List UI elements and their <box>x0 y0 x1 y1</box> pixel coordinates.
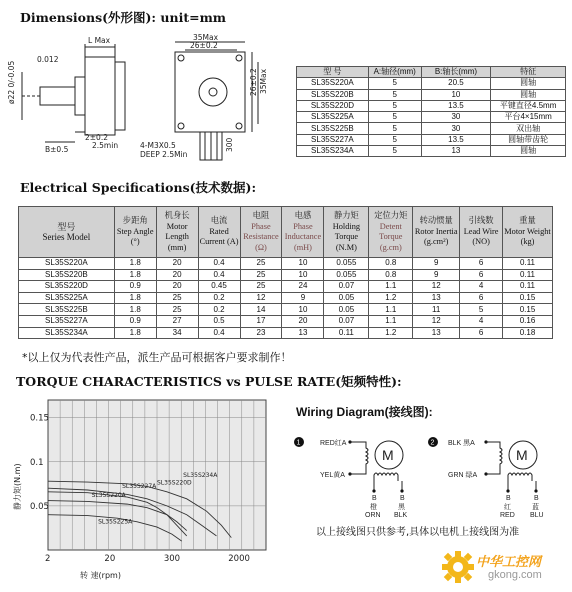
electrical-table-row <box>19 304 553 316</box>
motor-label-2: M <box>516 447 528 463</box>
label-flatness: 0.012 <box>37 55 59 64</box>
electrical-cell: 0.055 <box>324 258 369 270</box>
model-table-cell: 30 <box>421 123 491 134</box>
model-table-cell: 5 <box>368 146 421 157</box>
electrical-cell: 17 <box>240 315 282 327</box>
electrical-cell: 12 <box>240 292 282 304</box>
series-label: SL35S234A <box>183 472 218 480</box>
label-shaft-dia: ø22 0/-0.05 <box>7 60 16 104</box>
electrical-cell: SL35S220B <box>19 269 115 281</box>
x-axis-label: 转 速(rpm) <box>80 571 121 580</box>
electrical-cell: 0.4 <box>198 258 240 270</box>
electrical-cell: 9 <box>282 292 324 304</box>
electrical-cell: 0.4 <box>198 327 240 339</box>
electrical-table <box>18 206 553 339</box>
electrical-cell: 6 <box>460 258 503 270</box>
label-35max-side: 35Max <box>259 68 268 94</box>
label-screw: 4-M3X0.5 <box>140 141 176 150</box>
electrical-title: Electrical Specifications(技术数据): <box>20 180 257 195</box>
model-table-header-cell: B:轴长(mm) <box>421 67 491 78</box>
header-cn: 静力矩 <box>333 211 359 220</box>
electrical-cell: 13 <box>282 327 324 339</box>
electrical-cell: SL35S225B <box>19 304 115 316</box>
electrical-header-cell <box>198 207 240 258</box>
electrical-header-cell <box>19 207 115 258</box>
electrical-cell: 34 <box>156 327 198 339</box>
electrical-cell: 0.11 <box>503 258 553 270</box>
electrical-cell: 6 <box>460 327 503 339</box>
model-table-cell: 圆轴 <box>491 89 566 100</box>
wire-b2-label-2: B <box>534 495 539 502</box>
electrical-cell: 9 <box>413 269 460 281</box>
torque-title: TORQUE CHARACTERISTICS vs PULSE RATE(矩频特性): <box>16 374 402 389</box>
gear-icon <box>440 549 476 585</box>
wiring-title: Wiring Diagram(接线图): <box>296 405 433 419</box>
wire-b2-label-1: B <box>400 495 405 502</box>
electrical-cell: SL35S234A <box>19 327 115 339</box>
x-tick-label: 2 <box>45 554 51 564</box>
electrical-cell: SL35S225A <box>19 292 115 304</box>
wire-yel-a: YEL黄A <box>320 472 345 479</box>
electrical-table-row <box>19 292 553 304</box>
electrical-cell: 0.05 <box>324 304 369 316</box>
electrical-cell: SL35S227A <box>19 315 115 327</box>
watermark-cn: 中华工控网 <box>476 554 542 569</box>
model-table-row <box>297 123 566 134</box>
header-en: Lead Wire (NO) <box>463 226 499 247</box>
electrical-table-row <box>19 269 553 281</box>
electrical-cell: 10 <box>282 258 324 270</box>
model-table-cell: 双出轴 <box>491 123 566 134</box>
torque-chart <box>8 392 278 584</box>
electrical-cell: 0.18 <box>503 327 553 339</box>
electrical-cell: 0.15 <box>503 304 553 316</box>
model-table-cell: 13.5 <box>421 100 491 111</box>
wire-orn-cn: 橙 <box>370 504 377 511</box>
header-en: Rated Current (A) <box>199 226 239 247</box>
wire-blu: BLU <box>530 512 544 519</box>
model-table-cell: SL35S227A <box>297 134 369 145</box>
electrical-cell: 1.8 <box>114 258 156 270</box>
electrical-cell: 11 <box>413 304 460 316</box>
electrical-cell: 1.1 <box>369 304 413 316</box>
model-table-row <box>297 134 566 145</box>
header-cn: 转动惯量 <box>419 216 453 226</box>
electrical-cell: 0.07 <box>324 315 369 327</box>
wire-grn-a: GRN 绿A <box>448 472 478 479</box>
electrical-header-cell <box>413 207 460 258</box>
dimension-drawing <box>0 32 290 167</box>
electrical-header-cell <box>114 207 156 258</box>
header-cn: 重量 <box>519 216 536 226</box>
electrical-cell: 1.1 <box>369 281 413 293</box>
electrical-cell: 6 <box>460 292 503 304</box>
electrical-cell: 0.055 <box>324 269 369 281</box>
header-cn: 定位力矩 <box>374 211 408 220</box>
model-table-row <box>297 112 566 123</box>
electrical-cell: 0.45 <box>198 281 240 293</box>
model-table-cell: 5 <box>368 100 421 111</box>
electrical-cell: 10 <box>282 269 324 281</box>
electrical-cell: 25 <box>156 292 198 304</box>
model-table-header <box>297 67 566 78</box>
electrical-cell: 0.05 <box>324 292 369 304</box>
header-en: Holding Torque (N.M) <box>332 221 360 252</box>
x-tick-label: 20 <box>104 554 116 564</box>
electrical-cell: 0.9 <box>114 281 156 293</box>
electrical-cell: 1.2 <box>369 327 413 339</box>
diagram-2-number: 2 <box>430 439 435 447</box>
electrical-cell: 0.16 <box>503 315 553 327</box>
header-cn: 型号 <box>57 221 76 232</box>
watermark-en: gkong.com <box>488 569 542 581</box>
electrical-cell: 0.4 <box>198 269 240 281</box>
electrical-cell: 25 <box>240 269 282 281</box>
electrical-header-cell <box>324 207 369 258</box>
label-deep: DEEP 2.5Min <box>140 150 188 159</box>
model-table <box>296 66 566 157</box>
model-table-cell: 平键直径4.5mm <box>491 100 566 111</box>
model-table-cell: SL35S225B <box>297 123 369 134</box>
electrical-cell: 4 <box>460 315 503 327</box>
electrical-table-row <box>19 327 553 339</box>
model-table-cell: 5 <box>368 78 421 89</box>
header-en: Step Angle (°) <box>116 226 154 247</box>
wire-blk-cn: 黑 <box>398 504 405 511</box>
model-table-row <box>297 89 566 100</box>
model-table-cell: 圆轴 <box>491 146 566 157</box>
electrical-header-cell <box>369 207 413 258</box>
electrical-header-cell <box>240 207 282 258</box>
electrical-cell: 20 <box>156 258 198 270</box>
model-table-header-cell: 特征 <box>491 67 566 78</box>
wire-red: RED <box>500 512 515 519</box>
model-table-header-cell: A:轴径(mm) <box>368 67 421 78</box>
electrical-cell: 13 <box>413 327 460 339</box>
wire-b-label-2: B <box>506 495 511 502</box>
model-table-cell: 5 <box>368 89 421 100</box>
header-en: Phase Resistance (Ω) <box>243 221 279 252</box>
model-table-cell: 圆轴带齿轮 <box>491 134 566 145</box>
wire-red-a: RED红A <box>320 440 347 447</box>
electrical-cell: 0.2 <box>198 292 240 304</box>
watermark-logo <box>440 545 570 590</box>
wire-blk-a: BLK 黑A <box>448 440 475 447</box>
motor-body-front <box>175 52 245 132</box>
label-l-max: L Max <box>88 36 111 45</box>
model-table-cell: 圆轴 <box>491 78 566 89</box>
electrical-note: *以上仅为代表性产品，派生产品可根据客户要求制作！ <box>22 351 292 364</box>
label-35max-top: 35Max <box>193 33 219 42</box>
y-axis-label: 静力矩(N.m) <box>13 463 22 510</box>
electrical-cell: 13 <box>413 292 460 304</box>
electrical-cell: 20 <box>282 315 324 327</box>
series-label: SL35S227A <box>122 483 157 491</box>
electrical-cell: 0.15 <box>503 292 553 304</box>
electrical-cell: 0.2 <box>198 304 240 316</box>
label-b-tol: B±0.5 <box>45 145 69 154</box>
electrical-cell: 0.5 <box>198 315 240 327</box>
header-cn: 电流 <box>210 216 228 226</box>
model-table-cell: SL35S220A <box>297 78 369 89</box>
electrical-cell: 6 <box>460 269 503 281</box>
electrical-cell: 1.8 <box>114 292 156 304</box>
electrical-header-cell <box>282 207 324 258</box>
electrical-cell: 1.2 <box>369 292 413 304</box>
model-table-cell: SL35S234A <box>297 146 369 157</box>
electrical-cell: 0.11 <box>503 269 553 281</box>
wire-blk: BLK <box>394 512 408 519</box>
header-cn: 引线数 <box>468 216 494 226</box>
dimensions-title: Dimensions(外形图): unit=mm <box>20 10 227 25</box>
model-table-cell: SL35S220B <box>297 89 369 100</box>
electrical-cell: 24 <box>282 281 324 293</box>
model-table-cell: SL35S220D <box>297 100 369 111</box>
model-table-cell: 5 <box>368 112 421 123</box>
model-table-cell: 5 <box>368 123 421 134</box>
header-cn: 电阻 <box>252 211 270 220</box>
model-table-row <box>297 78 566 89</box>
x-tick-label: 300 <box>163 554 181 564</box>
wire-b-label-1: B <box>372 495 377 502</box>
electrical-cell: 1.1 <box>369 315 413 327</box>
electrical-header-cell <box>503 207 553 258</box>
electrical-cell: SL35S220D <box>19 281 115 293</box>
model-table-row <box>297 100 566 111</box>
label-lead-300: 300 <box>225 137 234 152</box>
model-table-row <box>297 146 566 157</box>
wire-orn: ORN <box>365 512 381 519</box>
wiring-diagram <box>290 425 570 520</box>
electrical-cell: 25 <box>240 281 282 293</box>
electrical-cell: 5 <box>460 304 503 316</box>
model-table-cell: 10 <box>421 89 491 100</box>
electrical-table-row <box>19 281 553 293</box>
header-en: Detent Torque (g.cm) <box>379 221 403 252</box>
model-table-cell: 5 <box>368 134 421 145</box>
label-26-top: 26±0.2 <box>190 41 218 50</box>
header-en: Rotor Inertia (g.cm²) <box>414 226 458 247</box>
electrical-cell: 25 <box>240 258 282 270</box>
electrical-table-header <box>19 207 553 258</box>
electrical-cell: 12 <box>413 315 460 327</box>
series-label: SL35S220A <box>91 492 126 500</box>
electrical-cell: 0.11 <box>324 327 369 339</box>
label-two: 2±0.2 <box>85 133 108 142</box>
electrical-cell: 9 <box>413 258 460 270</box>
header-en: Motor Weight (kg) <box>504 226 551 247</box>
electrical-cell: 20 <box>156 269 198 281</box>
model-table-cell: 平台4×15mm <box>491 112 566 123</box>
electrical-header-cell <box>156 207 198 258</box>
wiring-note: 以上接线图只供参考,具体以电机上接线图为准 <box>316 527 520 538</box>
electrical-cell: 12 <box>413 281 460 293</box>
label-two-five: 2.5min <box>92 141 119 150</box>
motor-body-side <box>85 57 115 135</box>
model-table-cell: 13.5 <box>421 134 491 145</box>
diagram-1-number: 1 <box>296 439 301 447</box>
motor-label-1: M <box>382 447 394 463</box>
electrical-cell: 1.8 <box>114 327 156 339</box>
electrical-cell: 14 <box>240 304 282 316</box>
header-en: Motor Length (mm) <box>165 221 189 252</box>
header-cn: 步距角 <box>122 216 148 226</box>
model-table-cell: 20.5 <box>421 78 491 89</box>
electrical-cell: 27 <box>156 315 198 327</box>
model-table-cell: 13 <box>421 146 491 157</box>
header-en: Phase Inductance (mH) <box>284 221 322 252</box>
electrical-cell: 4 <box>460 281 503 293</box>
header-cn: 电感 <box>294 211 312 220</box>
electrical-cell: 23 <box>240 327 282 339</box>
model-table-header-cell: 型 号 <box>297 67 369 78</box>
label-26-side: 26±0.2 <box>249 68 258 96</box>
y-tick-label: 0.1 <box>30 457 44 468</box>
electrical-header-cell <box>460 207 503 258</box>
model-table-cell: 30 <box>421 112 491 123</box>
header-cn: 机身长 <box>164 211 190 220</box>
header-en: Series Model <box>42 232 91 242</box>
electrical-cell: 0.8 <box>369 269 413 281</box>
electrical-cell: 1.8 <box>114 269 156 281</box>
wire-blu-cn: 蓝 <box>532 504 539 511</box>
electrical-cell: 10 <box>282 304 324 316</box>
electrical-cell: 0.8 <box>369 258 413 270</box>
wire-red-cn: 红 <box>504 504 511 511</box>
y-tick-label: 0.15 <box>30 413 49 424</box>
electrical-table-row <box>19 258 553 270</box>
electrical-cell: 20 <box>156 281 198 293</box>
electrical-cell: SL35S220A <box>19 258 115 270</box>
electrical-cell: 0.07 <box>324 281 369 293</box>
electrical-cell: 25 <box>156 304 198 316</box>
electrical-table-row <box>19 315 553 327</box>
electrical-cell: 0.9 <box>114 315 156 327</box>
electrical-cell: 1.8 <box>114 304 156 316</box>
series-label: SL35S220D <box>157 479 192 487</box>
electrical-cell: 0.11 <box>503 281 553 293</box>
x-tick-label: 2000 <box>228 554 250 564</box>
model-table-cell: SL35S225A <box>297 112 369 123</box>
y-tick-label: 0.05 <box>30 501 49 512</box>
series-label: SL35S225A <box>98 518 133 526</box>
